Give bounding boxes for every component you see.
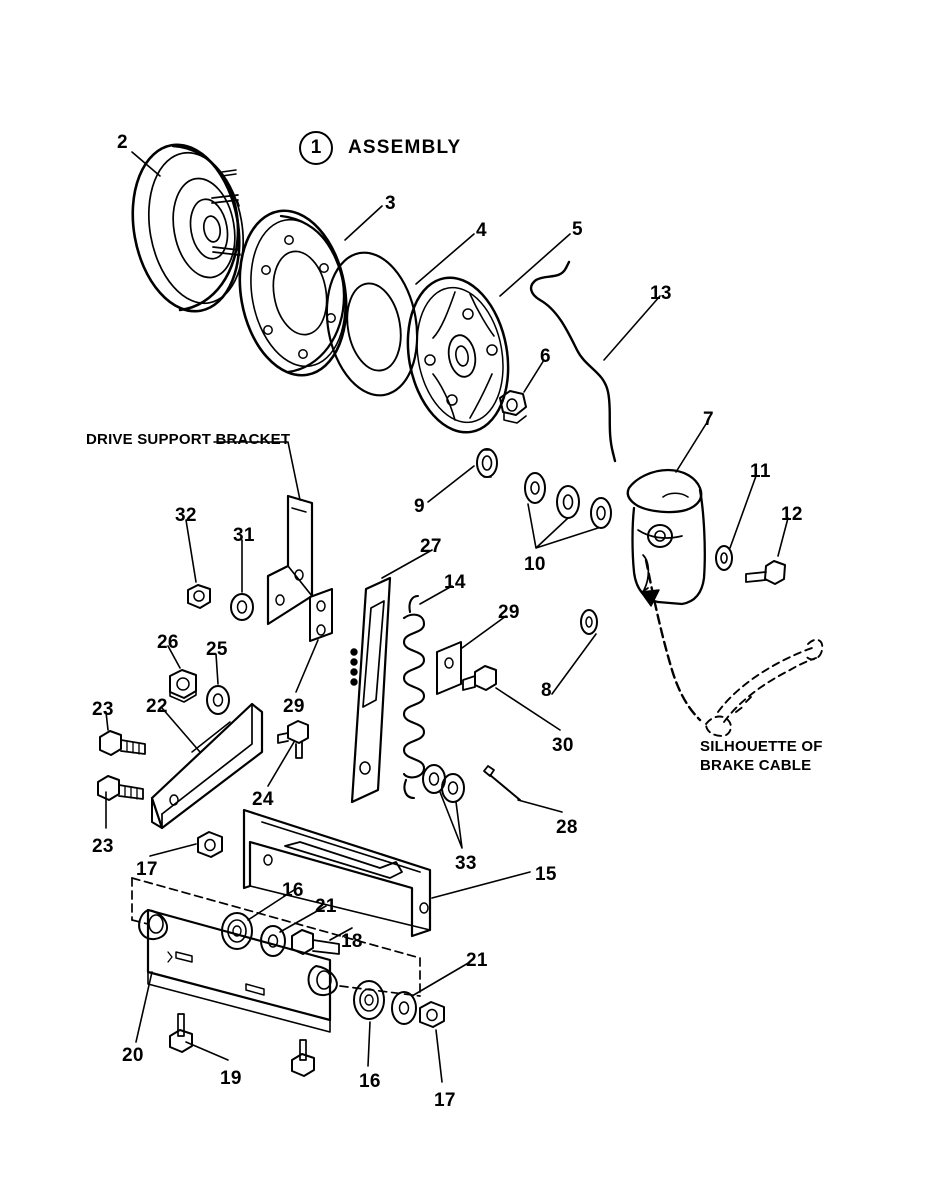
part-number-17-upper: 17: [136, 859, 158, 880]
part-lock-nut-17a: [198, 832, 222, 857]
part-number-26: 26: [157, 632, 179, 653]
part-number-10: 10: [524, 554, 546, 575]
part-arrowhead: [641, 590, 659, 606]
part-washer-21b: [392, 992, 416, 1024]
part-number-33: 33: [455, 853, 477, 874]
part-hex-nut-26: [170, 670, 196, 702]
part-washers-33: [423, 765, 464, 802]
part-number-23-upper: 23: [92, 699, 114, 720]
part-friction-disc: [316, 245, 428, 402]
part-number-9: 9: [414, 496, 425, 517]
part-number-17-lower: 17: [434, 1090, 456, 1111]
part-lock-nut-32: [188, 585, 210, 608]
assembly-callout-number: [299, 131, 333, 165]
part-number-16-lower: 16: [359, 1071, 381, 1092]
silhouette-caption-line1: SILHOUETTE OF: [700, 738, 823, 755]
part-number-31: 31: [233, 525, 255, 546]
part-slotted-link-27: [351, 578, 390, 802]
part-number-18: 18: [341, 931, 363, 952]
drive-support-bracket-caption: DRIVE SUPPORT BRACKET: [86, 431, 291, 448]
part-washer-25: [207, 686, 229, 714]
part-number-7: 7: [703, 409, 714, 430]
part-number-19: 19: [220, 1068, 242, 1089]
part-bolt-12: [746, 561, 785, 584]
part-bearing-washers: [477, 449, 611, 528]
part-number-14: 14: [444, 572, 466, 593]
part-number-30: 30: [552, 735, 574, 756]
part-carriage-bolt-19a: [170, 1014, 192, 1052]
silhouette-caption-line2: BRAKE CABLE: [700, 756, 812, 774]
silhouette-of-brake-cable-caption: [700, 738, 823, 776]
part-number-13: 13: [650, 283, 672, 304]
part-number-20: 20: [122, 1045, 144, 1066]
part-bolt-23b: [98, 776, 143, 800]
part-bearing-16b: [354, 981, 384, 1019]
part-number-8: 8: [541, 680, 552, 701]
part-number-22: 22: [146, 696, 168, 717]
assembly-label: ASSEMBLY: [348, 137, 462, 158]
part-number-4: 4: [476, 220, 487, 241]
part-pivot-bolt-24: [278, 721, 308, 758]
part-number-11: 11: [750, 461, 771, 482]
part-number-21-lower: 21: [466, 950, 488, 971]
part-bolt-30: [463, 666, 496, 690]
part-number-16-upper: 16: [282, 880, 304, 901]
part-retaining-ring-8: [581, 610, 597, 634]
part-spacer-plate-29a: [310, 589, 332, 641]
part-hex-nut-6: [500, 391, 526, 423]
part-bolt-23a: [100, 731, 145, 755]
part-washer-11: [716, 546, 732, 570]
part-number-28: 28: [556, 817, 578, 838]
part-number-29-lower: 29: [283, 696, 305, 717]
part-number-23-lower: 23: [92, 836, 114, 857]
part-number-12: 12: [781, 504, 803, 525]
part-lock-nut-17b: [420, 1002, 444, 1027]
part-number-3: 3: [385, 193, 396, 214]
part-number-27: 27: [420, 536, 442, 557]
part-brake-drum: [120, 136, 254, 320]
part-number-6: 6: [540, 346, 551, 367]
part-number-32: 32: [175, 505, 197, 526]
part-number-15: 15: [535, 864, 557, 885]
part-number-5: 5: [572, 219, 583, 240]
part-number-25: 25: [206, 639, 228, 660]
part-spacer-plate-29b: [437, 642, 461, 694]
part-carriage-bolt-19b: [292, 1040, 314, 1076]
part-brake-lever-bracket: [628, 470, 705, 604]
part-number-2: 2: [117, 132, 128, 153]
part-brake-rod-lower: [646, 560, 700, 720]
part-number-29-upper: 29: [498, 602, 520, 623]
part-cotter-pin-28: [484, 766, 520, 800]
brake-cable-silhouette: [706, 640, 822, 736]
assembly-callout-number-text: 1: [310, 137, 322, 158]
part-washer-31: [231, 594, 253, 620]
part-spring-14: [404, 596, 424, 798]
part-number-24: 24: [252, 789, 274, 810]
leader-lines: [106, 152, 788, 1082]
part-frame-plate-20: [139, 910, 337, 1032]
part-brake-disc: [227, 202, 358, 384]
part-drive-support-bracket: [268, 496, 312, 624]
part-number-21-upper: 21: [315, 896, 337, 917]
